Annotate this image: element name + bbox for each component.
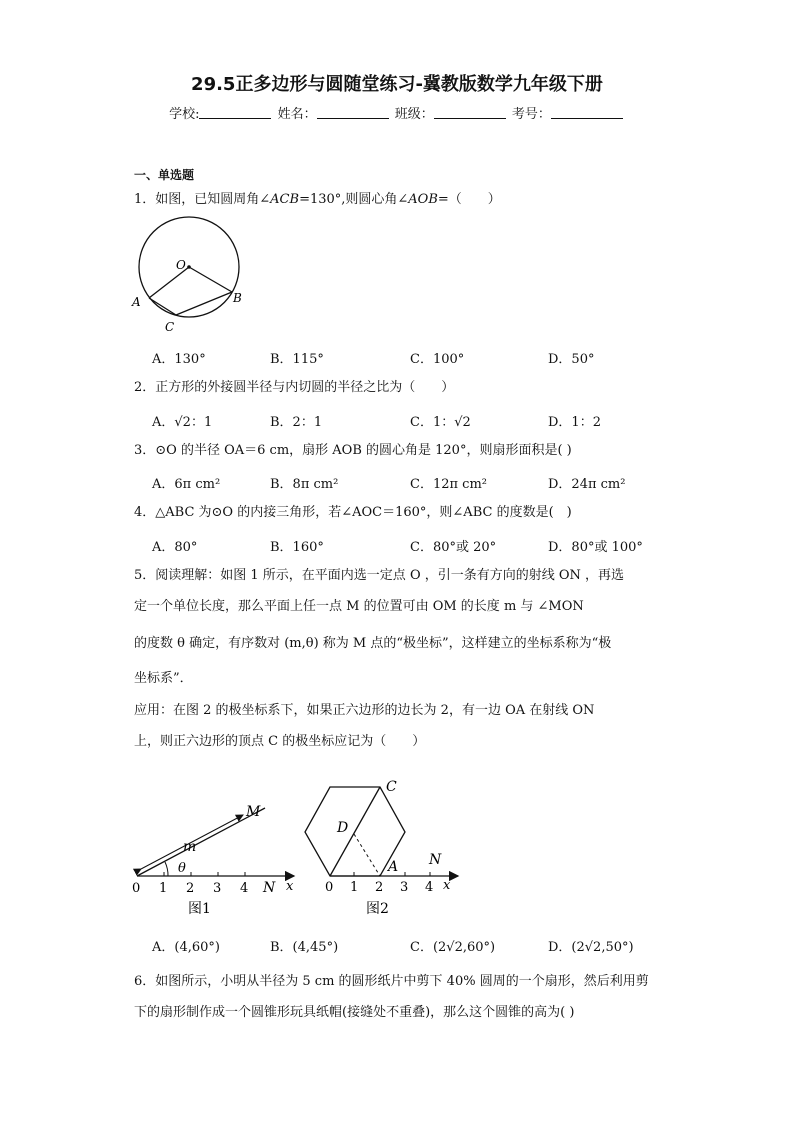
q4-option-a[interactable]: A．80°	[152, 540, 198, 555]
label-m-length: m	[183, 839, 197, 855]
q3-option-c[interactable]: C．12π cm²	[410, 477, 487, 492]
figure-2-hexagon	[298, 772, 460, 920]
q5-option-c[interactable]: C．(2√2,60°)	[410, 940, 496, 955]
q2-option-d[interactable]: D．1：2	[548, 415, 601, 430]
q1-option-b[interactable]: B．115°	[270, 352, 324, 367]
name-label: 姓名：	[277, 107, 317, 122]
q3-option-a[interactable]: A．6π cm²	[152, 477, 221, 492]
tick-label-4: 4	[240, 881, 249, 896]
exam-number-label: 考号：	[511, 107, 551, 122]
question-6-line-2: 下的扇形制作成一个圆锥形玩具纸帽(接缝处不重叠)，那么这个圆锥的高为( )	[134, 1005, 575, 1020]
q2-option-b[interactable]: B．2：1	[270, 415, 323, 430]
tick-label-4: 4	[425, 880, 434, 895]
q4-option-d[interactable]: D．80°或 100°	[548, 540, 643, 555]
name-blank[interactable]	[317, 106, 389, 119]
question-5-line-5: 应用：在图 2 的极坐标系下，如果正六边形的边长为 2，有一边 OA 在射线 ON	[134, 703, 595, 718]
question-5-line-3: 的度数 θ 确定，有序数对 (m,θ) 称为 M 点的“极坐标”，这样建立的坐标系称为“极	[134, 636, 612, 651]
tick-label-0: 0	[325, 880, 334, 895]
page-title: 29.5正多边形与圆随堂练习-冀教版数学九年级下册	[191, 74, 603, 95]
label-a-vertex: A	[388, 859, 399, 875]
q1-option-d[interactable]: D．50°	[548, 352, 595, 367]
class-label: 班级：	[394, 107, 434, 122]
segment-da-dashed	[354, 834, 380, 876]
q5-option-d[interactable]: D．(2√2,50°)	[548, 940, 634, 955]
radius-ob	[189, 267, 232, 292]
question-5-line-6: 上，则正六边形的顶点 C 的极坐标应记为（ ）	[134, 734, 426, 749]
question-4-stem: 4．△ABC 为⊙O 的内接三角形，若∠AOC＝160°，则∠ABC 的度数是( )	[134, 505, 572, 520]
label-o: O	[176, 258, 186, 272]
tick-label-2: 2	[186, 881, 195, 896]
q4-option-c[interactable]: C．80°或 20°	[410, 540, 497, 555]
class-blank[interactable]	[434, 106, 506, 119]
question-2-stem: 2．正方形的外接圆半径与内切圆的半径之比为（ ）	[134, 380, 455, 395]
question-5-line-2: 定一个单位长度，那么平面上任一点 M 的位置可由 OM 的长度 m 与 ∠MON	[134, 599, 584, 614]
section-heading: 一、单选题	[134, 168, 195, 182]
q2-option-c[interactable]: C．1：√2	[410, 415, 471, 430]
chord-ac	[149, 298, 176, 315]
label-c: C	[165, 320, 175, 334]
tick-label-0: 0	[132, 881, 141, 896]
student-info-row	[0, 103, 794, 122]
figure-1-polar-axes	[128, 796, 298, 918]
label-a: A	[132, 295, 141, 309]
q3-option-b[interactable]: B．8π cm²	[270, 477, 339, 492]
label-d-point: D	[337, 820, 349, 836]
school-label: 学校:	[169, 107, 200, 122]
q1-option-c[interactable]: C．100°	[410, 352, 465, 367]
tick-label-2: 2	[375, 880, 384, 895]
exam-number-blank[interactable]	[551, 106, 623, 119]
label-b: B	[233, 291, 242, 305]
question-5-line-4: 坐标系”．	[134, 671, 193, 686]
label-n: N	[429, 852, 442, 868]
q2-option-a[interactable]: A．√2：1	[152, 415, 213, 430]
label-x-axis: x	[286, 879, 294, 894]
question-1-circle-figure	[128, 214, 258, 336]
angle-arc	[165, 862, 168, 876]
label-m-point: M	[246, 804, 261, 820]
q5-option-a[interactable]: A．(4,60°)	[152, 940, 220, 955]
figure-1-caption: 图1	[188, 901, 211, 917]
question-5-line-1: 5．阅读理解：如图 1 所示，在平面内选一定点 O ，引一条有方向的射线 ON ，再选	[134, 568, 625, 583]
label-x-axis: x	[443, 878, 451, 893]
question-6-line-1: 6．如图所示，小明从半径为 5 cm 的圆形纸片中剪下 40% 圆周的一个扇形，然后利用剪	[134, 974, 649, 989]
tick-label-1: 1	[159, 881, 168, 896]
q5-option-b[interactable]: B．(4,45°)	[270, 940, 339, 955]
label-theta: θ	[178, 861, 186, 876]
label-c-vertex: C	[386, 779, 397, 795]
label-n: N	[263, 880, 276, 896]
figure-2-caption: 图2	[366, 901, 389, 917]
question-3-stem: 3．⊙O 的半径 OA＝6 cm，扇形 AOB 的圆心角是 120°，则扇形面积是( )	[134, 443, 572, 458]
school-blank[interactable]	[199, 106, 271, 119]
tick-label-1: 1	[350, 880, 359, 895]
question-1-stem: 1．如图，已知圆周角∠ACB=130°,则圆心角∠AOB=（ ）	[134, 192, 501, 207]
q4-option-b[interactable]: B．160°	[270, 540, 324, 555]
center-point	[187, 265, 191, 269]
tick-label-3: 3	[213, 881, 222, 896]
q1-option-a[interactable]: A．130°	[152, 352, 206, 367]
q3-option-d[interactable]: D．24π cm²	[548, 477, 626, 492]
tick-label-3: 3	[400, 880, 409, 895]
